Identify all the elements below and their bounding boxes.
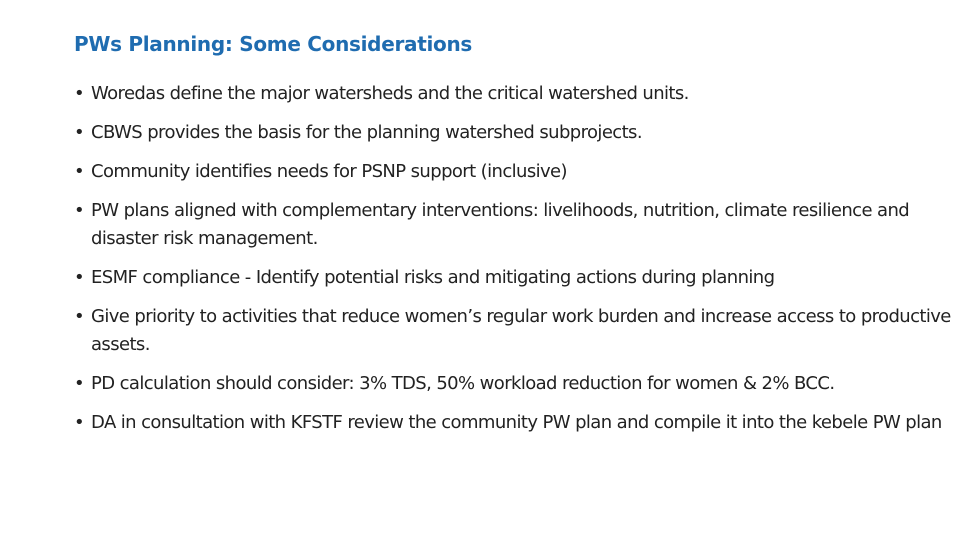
bullet-text: PW plans aligned with complementary interventions: livelihoods, nutrition, climate resilience and disaster risk management. (91, 200, 910, 249)
bullet-list (74, 80, 954, 448)
bullet-item (74, 370, 954, 398)
bullet-text: Give priority to activities that reduce women’s regular work burden and increase access to productive assets. (91, 306, 951, 355)
bullet-icon: • (74, 200, 85, 221)
bullet-item (74, 264, 954, 292)
bullet-item (74, 80, 954, 108)
bullet-item (74, 409, 954, 437)
bullet-icon: • (74, 122, 85, 143)
bullet-text: CBWS provides the basis for the planning watershed subprojects. (91, 122, 642, 143)
bullet-text: Community identifies needs for PSNP support (inclusive) (91, 161, 567, 182)
bullet-icon: • (74, 83, 85, 104)
bullet-icon: • (74, 306, 85, 327)
bullet-text: ESMF compliance - Identify potential risks and mitigating actions during planning (91, 267, 775, 288)
slide-title: PWs Planning: Some Considerations (74, 32, 473, 56)
bullet-item (74, 119, 954, 147)
bullet-text: Woredas define the major watersheds and the critical watershed units. (91, 83, 689, 104)
bullet-icon: • (74, 373, 85, 394)
bullet-icon: • (74, 412, 85, 433)
bullet-item (74, 197, 954, 253)
bullet-item (74, 303, 954, 359)
bullet-text: DA in consultation with KFSTF review the community PW plan and compile it into the kebele PW plan (91, 412, 942, 433)
bullet-item (74, 158, 954, 186)
bullet-icon: • (74, 267, 85, 288)
bullet-text: PD calculation should consider: 3% TDS, 50% workload reduction for women & 2% BCC. (91, 373, 835, 394)
bullet-icon: • (74, 161, 85, 182)
